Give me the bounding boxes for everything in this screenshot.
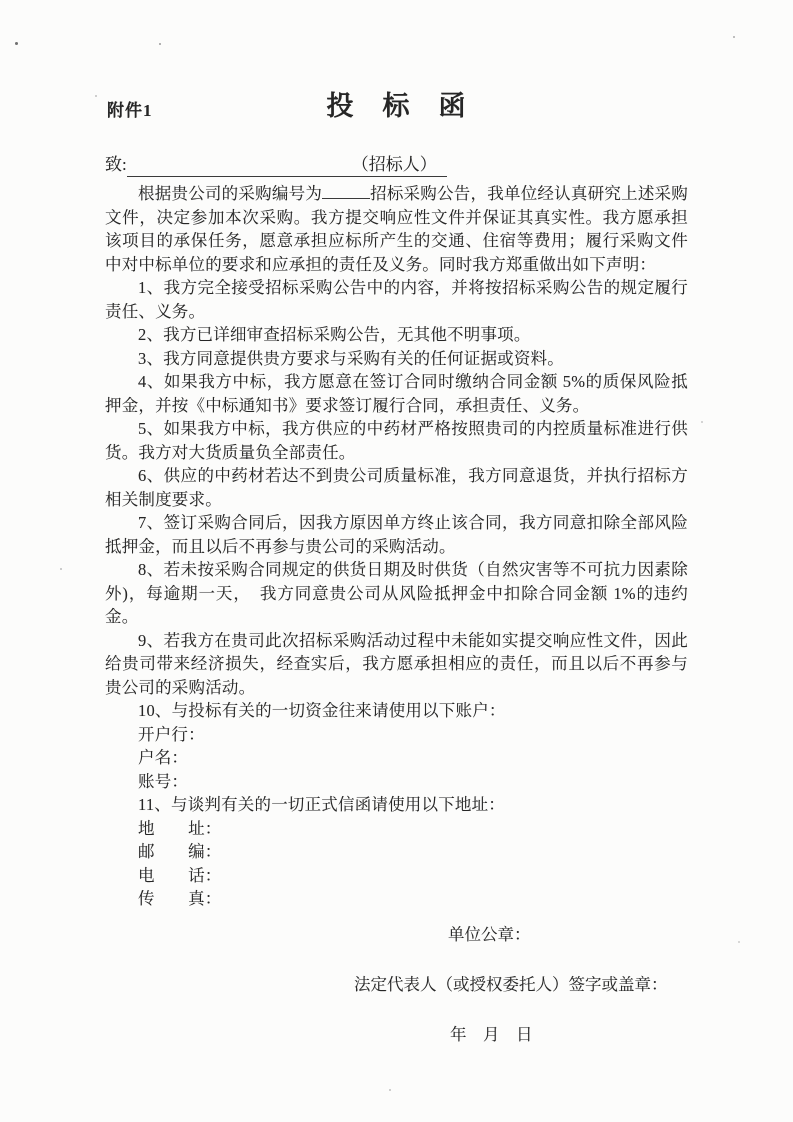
procurement-number-blank (322, 198, 370, 199)
account-number-field: 账号： (138, 771, 189, 791)
addressee-blank (127, 169, 352, 170)
declaration-11: 11、与谈判有关的一切正式信函请使用以下地址： (138, 795, 505, 814)
declaration-5: 5、如果我方中标，我方供应的中药材严格按照贵司的内控质量标准进行供货。我方对大货质量负全部责任。 (105, 419, 688, 462)
account-name-field: 户名： (138, 748, 189, 767)
scan-speck (95, 95, 97, 97)
declaration-7: 7、签订采购合同后，因我方原因单方终止该合同，我方同意扣除全部风险抵押金，而且以后不再参与贵公司的采购活动。 (105, 513, 688, 556)
scan-speck (733, 36, 735, 38)
document-header (105, 88, 688, 125)
phone-field: 电 话： (138, 865, 222, 885)
declaration-8: 8、若未按采购合同规定的供货日期及时供货（自然灾害等不可抗力因素除外)，每逾期一天， 我方同意贵公司从风险抵押金中扣除合同金额 1%的违约金。 (105, 560, 688, 626)
scan-speck (389, 1089, 391, 1091)
representative-signature-line: 法定代表人（或授权委托人）签字或盖章： (354, 975, 668, 994)
scan-speck (738, 941, 740, 943)
scan-speck (701, 421, 703, 423)
fax-field: 传 真： (138, 889, 222, 908)
scan-speck (159, 43, 161, 45)
address-field: 地 址： (138, 818, 222, 838)
intro-text-before: 根据贵公司的采购编号为 (138, 184, 323, 203)
account-bank-field: 开户行： (138, 724, 205, 744)
salutation-line (105, 152, 688, 177)
intro-text-after: 招标采购公告，我单位经认真研究上述采购文件，决定参加本次采购。我方提交响应性文件并保证其真实性。我方愿承担该项目的承保任务，愿意承担应标所产生的交通、住宿等费用；履行采购文件中对中标单位的要求和应承担的责任及义务。同时我方郑重做出如下声明： (105, 184, 688, 274)
declaration-6: 6、供应的中药材若达不到贵公司质量标准，我方同意退货，并执行招标方相关制度要求。 (105, 466, 688, 509)
scan-speck (15, 42, 18, 45)
company-seal-line: 单位公章： (448, 924, 531, 944)
intro-paragraph (105, 182, 688, 276)
page-title: 投 标 函 (326, 91, 467, 121)
document-content (105, 88, 688, 1046)
salutation-prefix: 致: (105, 155, 127, 174)
scan-speck (60, 568, 62, 570)
attachment-label: 附件1 (107, 101, 153, 120)
declaration-9: 9、若我方在贵司此次招标采购活动过程中未能如实提交响应性文件，因此给贵司带来经济损失，经查实后，我方愿承担相应的责任，而且以后不再参与贵公司的采购活动。 (105, 630, 688, 697)
date-line: 年 月 日 (450, 1024, 533, 1044)
declaration-10: 10、与投标有关的一切资金往来请使用以下账户： (138, 701, 506, 720)
declaration-1: 1、我方完全接受招标采购公告中的内容，并将按招标采购公告的规定履行责任、义务。 (105, 278, 688, 321)
declaration-2: 2、我方已详细审查招标采购公告，无其他不明事项。 (138, 325, 531, 344)
postcode-field: 邮 编： (138, 842, 222, 861)
declaration-3: 3、我方同意提供贵方要求与采购有关的任何证据或资料。 (138, 348, 564, 368)
addressee-underline (127, 154, 447, 177)
addressee-hint: （招标人） (351, 155, 437, 174)
declaration-4: 4、如果我方中标，我方愿意在签订合同时缴纳合同金额 5%的质保风险抵押金，并按《中标通知书》要求签订履行合同，承担责任、义务。 (105, 372, 688, 415)
addressee-blank-tail (437, 169, 447, 170)
